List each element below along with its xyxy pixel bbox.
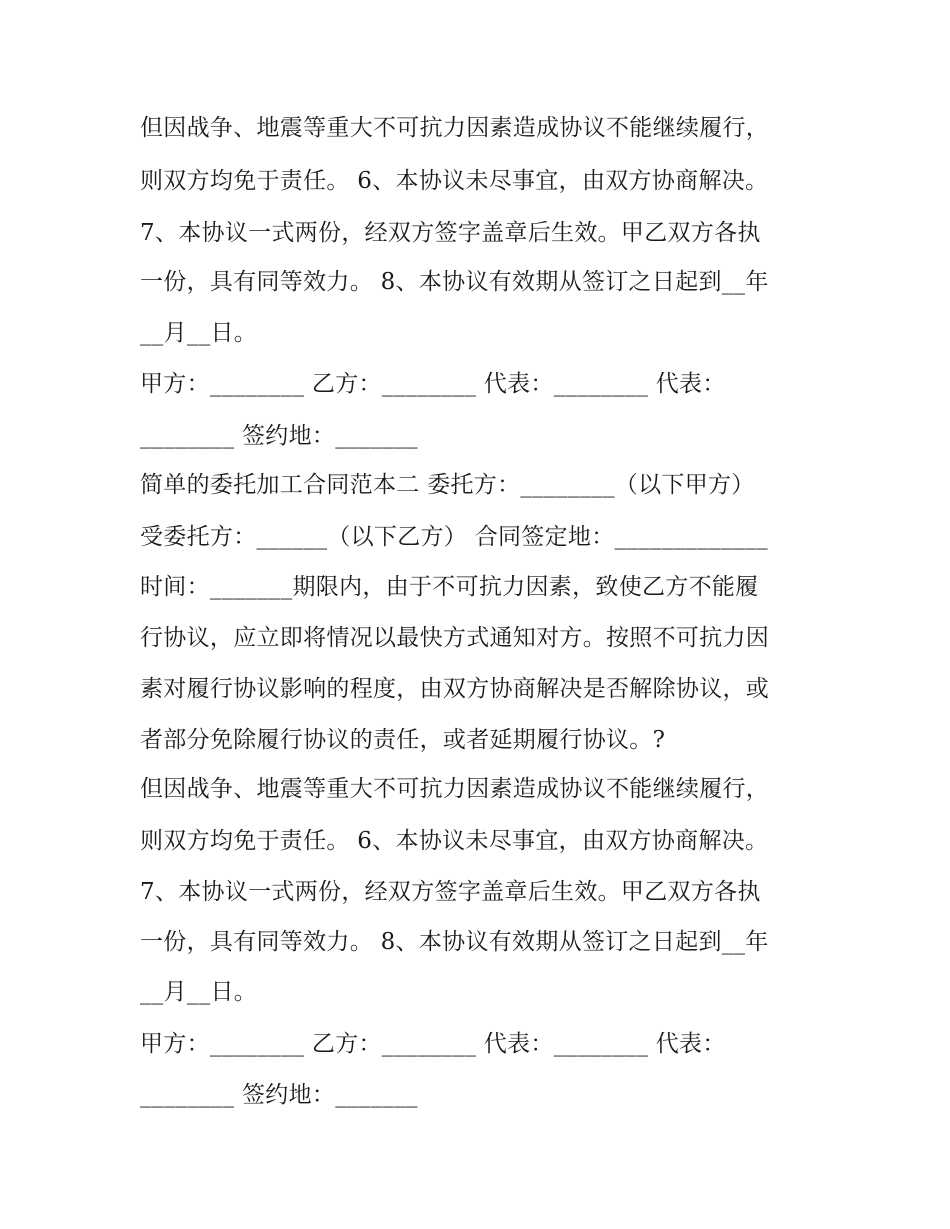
text-line: 者部分免除履行协议的责任，或者延期履行协议。? [140, 727, 666, 753]
text-line: 则双方均免于责任。 6、本协议未尽事宜，由双方协商解决。 [140, 168, 769, 194]
text-line: 则双方均免于责任。 6、本协议未尽事宜，由双方协商解决。 [140, 828, 769, 854]
signature-line: 甲方：________ 乙方：________ 代表：________ 代表： [140, 371, 726, 397]
text-line: 一份，具有同等效力。 8、本协议有效期从签订之日起到__年 [140, 929, 769, 955]
text-line: 7、本协议一式两份，经双方签字盖章后生效。甲乙双方各执 [140, 220, 761, 246]
text-line: __月__日。 [140, 979, 258, 1005]
text-line: 7、本协议一式两份，经双方签字盖章后生效。甲乙双方各执 [140, 879, 761, 905]
text-line: 行协议，应立即将情况以最快方式通知对方。按照不可抗力因 [140, 625, 770, 651]
text-line: 时间：_______期限内，由于不可抗力因素，致使乙方不能履 [140, 574, 759, 600]
text-line: 受委托方：______（以下乙方） 合同签定地：_____________ [140, 524, 768, 550]
text-line: 一份，具有同等效力。 8、本协议有效期从签订之日起到__年 [140, 269, 769, 295]
signature-line: ________ 签约地：_______ [140, 423, 418, 449]
section-heading-line: 简单的委托加工合同范本二 委托方：________（以下甲方） [140, 472, 755, 498]
text-line: __月__日。 [140, 320, 258, 346]
signature-line: ________ 签约地：_______ [140, 1082, 418, 1108]
text-line: 但因战争、地震等重大不可抗力因素造成协议不能继续履行， [140, 776, 770, 802]
text-line: 但因战争、地震等重大不可抗力因素造成协议不能继续履行， [140, 115, 770, 141]
text-line: 素对履行协议影响的程度，由双方协商解决是否解除协议，或 [140, 676, 770, 702]
signature-line: 甲方：________ 乙方：________ 代表：________ 代表： [140, 1031, 726, 1057]
